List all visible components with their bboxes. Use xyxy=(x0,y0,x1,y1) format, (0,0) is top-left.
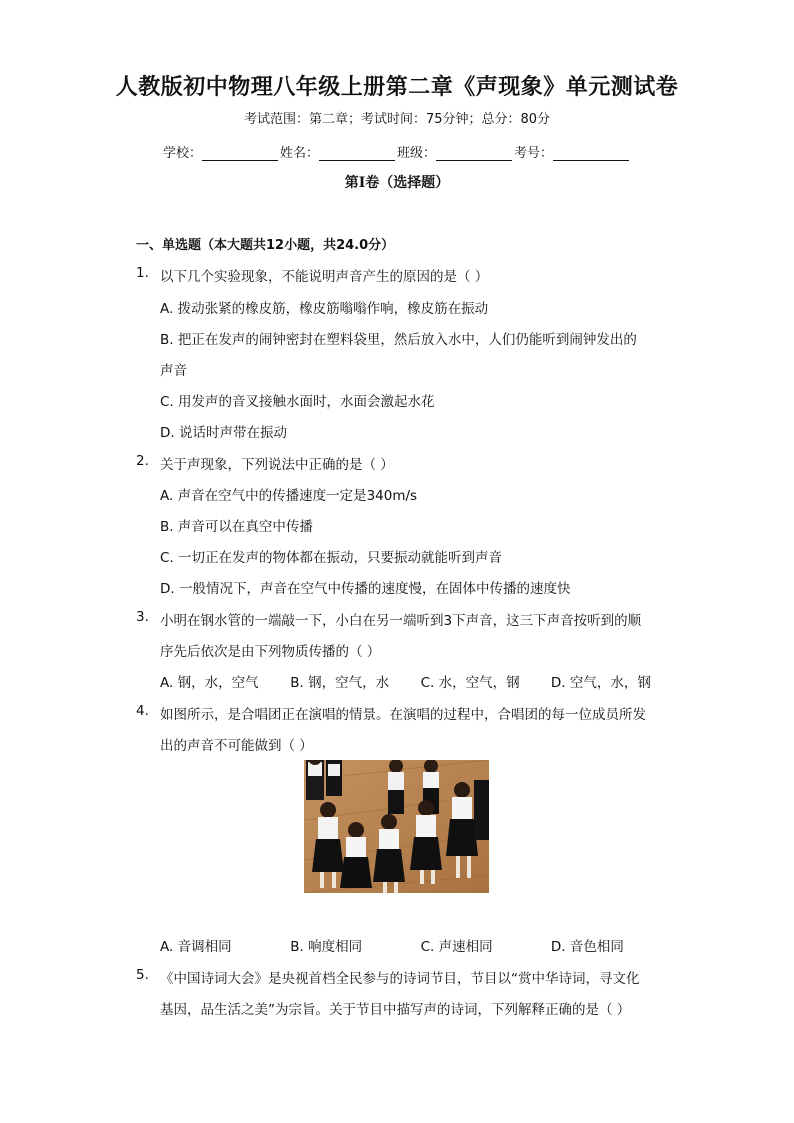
class-field[interactable] xyxy=(397,142,514,161)
question-text-continued: 序先后依次是由下列物质传播的（ ） xyxy=(160,644,381,660)
name-label: 姓名： xyxy=(279,146,319,161)
question-text: 关于声现象，下列说法中正确的是（ ） xyxy=(160,457,394,473)
option-b[interactable]: B. 响度相同 xyxy=(290,939,363,955)
options-row xyxy=(160,671,651,691)
exam-number-label: 考号： xyxy=(514,146,554,161)
option-a[interactable]: A. 钢，水，空气 xyxy=(160,675,259,691)
question-number: 1. xyxy=(136,265,149,281)
option-c[interactable]: C. 用发声的音叉接触水面时，水面会激起水花 xyxy=(160,394,435,410)
option-b-continued: 声音 xyxy=(160,363,187,379)
exam-number-blank[interactable] xyxy=(553,146,629,161)
option-b[interactable]: B. 钢，空气，水 xyxy=(290,675,390,691)
school-blank[interactable] xyxy=(202,146,278,161)
question-text: 以下几个实验现象，不能说明声音产生的原因的是（ ） xyxy=(160,269,489,285)
question-number: 4. xyxy=(136,703,149,719)
class-label: 班级： xyxy=(397,146,437,161)
option-a[interactable]: A. 声音在空气中的传播速度一定是340m/s xyxy=(160,488,418,504)
student-info-fields xyxy=(0,142,794,161)
exam-meta: 考试范围：第二章；考试时间：75分钟；总分：80分 xyxy=(243,112,551,127)
option-d[interactable]: D. 音色相同 xyxy=(550,939,624,955)
page-title: 人教版初中物理八年级上册第二章《声现象》单元测试卷 xyxy=(115,74,679,100)
school-field[interactable] xyxy=(163,142,280,161)
question-text-continued: 基因，品生活之美”为宗旨。关于节目中描写声的诗词，下列解释正确的是（ ） xyxy=(160,1002,631,1018)
option-d[interactable]: D. 空气，水，钢 xyxy=(550,675,651,691)
question-text: 小明在钢水管的一端敲一下，小白在另一端听到3下声音，这三下声音按听到的顺 xyxy=(160,613,642,629)
option-c[interactable]: C. 水，空气，钢 xyxy=(420,675,520,691)
options-row xyxy=(160,935,624,955)
question-text: 如图所示，是合唱团正在演唱的情景。在演唱的过程中，合唱团的每一位成员所发 xyxy=(160,707,646,723)
question-number: 2. xyxy=(136,453,149,469)
option-b[interactable]: B. 声音可以在真空中传播 xyxy=(160,519,313,535)
question-number: 5. xyxy=(136,967,149,983)
class-blank[interactable] xyxy=(436,146,512,161)
question-text: 《中国诗词大会》是央视首档全民参与的诗词节目，节目以“赏中华诗词，寻文化 xyxy=(160,971,640,987)
question-text-continued: 出的声音不可能做到（ ） xyxy=(160,738,313,754)
name-field[interactable] xyxy=(280,142,397,161)
option-c[interactable]: C. 声速相同 xyxy=(420,939,493,955)
question-number: 3. xyxy=(136,609,149,625)
part-heading: 一、单选题（本大题共12小题，共24.0分） xyxy=(136,238,395,253)
option-b[interactable]: B. 把正在发声的闹钟密封在塑料袋里，然后放入水中，人们仍能听到闹钟发出的 xyxy=(160,332,637,348)
name-blank[interactable] xyxy=(319,146,395,161)
option-a[interactable]: A. 音调相同 xyxy=(160,939,232,955)
option-d[interactable]: D. 说话时声带在振动 xyxy=(160,425,287,441)
exam-number-field[interactable] xyxy=(514,142,631,161)
school-label: 学校： xyxy=(162,146,202,161)
option-c[interactable]: C. 一切正在发声的物体都在振动，只要振动就能听到声音 xyxy=(160,550,503,566)
option-d[interactable]: D. 一般情况下，声音在空气中传播的速度慢，在固体中传播的速度快 xyxy=(160,581,571,597)
section-title: 第I卷（选择题） xyxy=(344,175,450,191)
choir-photo-icon xyxy=(304,760,489,893)
option-a[interactable]: A. 拨动张紧的橡皮筋，橡皮筋嗡嗡作响，橡皮筋在振动 xyxy=(160,301,489,317)
